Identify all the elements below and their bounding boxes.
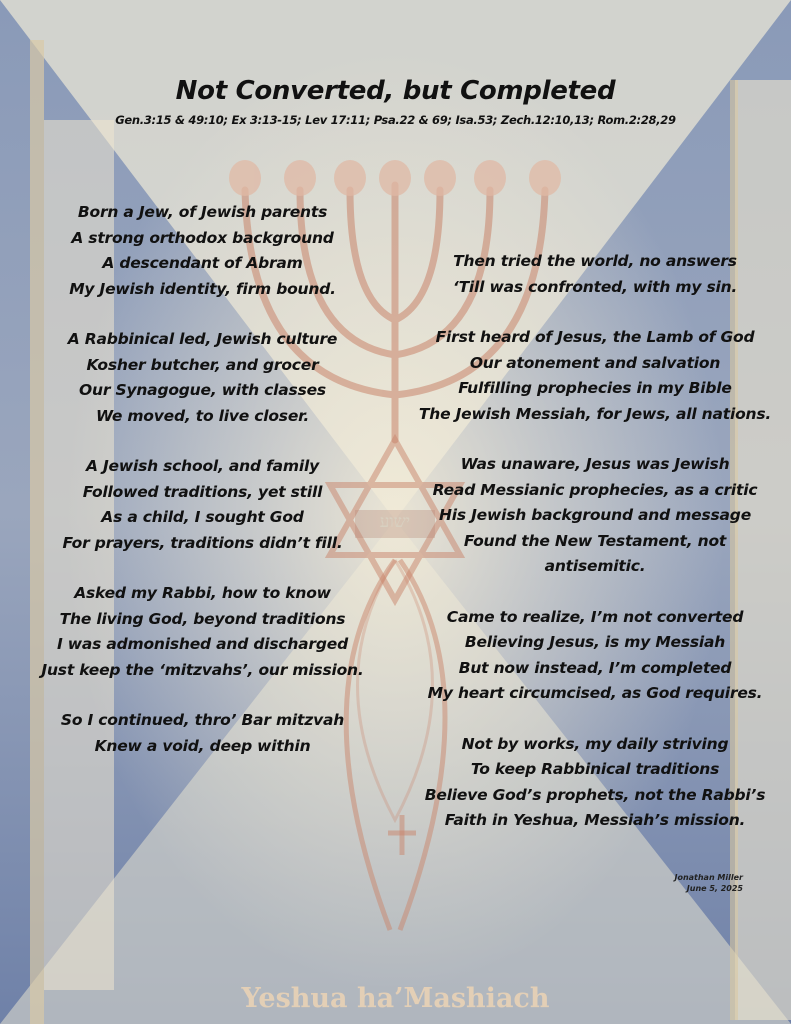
scripture-references: Gen.3:15 & 49:10; Ex 3:13-15; Lev 17:11; Psa.22 & 69; Isa.53; Zech.12:10,13; Rom.2:28,29 [115, 113, 676, 127]
poem-line: Born a Jew, of Jewish parents [77, 203, 328, 221]
signature-block [674, 872, 743, 894]
stanza [20, 454, 385, 556]
poem-line: ‘Till was confronted, with my sin. [452, 277, 738, 296]
stanza [20, 200, 385, 302]
poem-line: Believe God’s prophets, not the Rabbi’s [424, 785, 766, 804]
stanza [20, 708, 385, 759]
poem-line: To keep Rabbinical traditions [470, 760, 720, 778]
poem-line: His Jewish background and message [438, 506, 752, 524]
poem-line: Followed traditions, yet still [82, 482, 323, 501]
poem-line: Kosher butcher, and grocer [86, 355, 319, 374]
poem-line: My heart circumcised, as God requires. [427, 684, 763, 702]
stanza [20, 581, 385, 683]
poem-line: Our atonement and salvation [469, 353, 721, 372]
author-name: Jonathan Miller [674, 873, 743, 882]
emblem-hebrew-text: ישוע [379, 512, 411, 532]
poem-line: I was admonished and discharged [57, 635, 348, 653]
poem-line: So I continued, thro’ Bar mitzvah [60, 711, 345, 729]
poem-line: Asked my Rabbi, how to know [74, 584, 331, 602]
poem-line: But now instead, I’m completed [458, 658, 732, 677]
poem-line: Believing Jesus, is my Messiah [464, 633, 726, 651]
stanza [20, 327, 385, 429]
poem-line: Just keep the ‘mitzvahs’, our mission. [41, 660, 364, 679]
poem-date: June 5, 2025 [686, 884, 743, 893]
poem-line: Read Messianic prophecies, as a critic [432, 480, 758, 499]
poem-line: As a child, I sought God [101, 508, 304, 526]
stanza [405, 605, 785, 707]
stanza [405, 732, 785, 834]
poem-line: Not by works, my daily striving [461, 734, 729, 753]
poem-line: My Jewish identity, firm bound. [69, 279, 336, 298]
stanza [405, 325, 785, 427]
poem-line: Came to realize, I’m not converted [446, 607, 744, 626]
left-column [20, 200, 385, 784]
poem-title: Not Converted, but Completed [175, 76, 616, 106]
poem-line: A descendant of Abram [102, 254, 303, 272]
poem-line: The Jewish Messiah, for Jews, all nations. [418, 404, 772, 423]
poem-line: The living God, beyond traditions [59, 609, 346, 628]
poem-line: A strong orthodox background [71, 228, 334, 247]
right-column [405, 249, 785, 859]
poem-line: Our Synagogue, with classes [79, 381, 326, 399]
poem-line: Faith in Yeshua, Messiah’s mission. [444, 811, 746, 829]
poem-line: First heard of Jesus, the Lamb of God [435, 328, 755, 346]
poem-line: Was unaware, Jesus was Jewish [460, 455, 730, 473]
footer-banner: Yeshua ha’Mashiach [241, 983, 550, 1014]
poem-line: Knew a void, deep within [94, 736, 311, 755]
poem-line: A Jewish school, and family [86, 457, 319, 475]
poem-line: A Rabbinical led, Jewish culture [67, 330, 338, 348]
poem-line: Found the New Testament, not [463, 531, 727, 550]
poem-line: We moved, to live closer. [95, 406, 310, 425]
stanza [405, 452, 785, 580]
stanza [405, 249, 785, 300]
poem-line: For prayers, traditions didn’t fill. [62, 533, 343, 552]
poem-line: Then tried the world, no answers [453, 252, 737, 270]
poem-line: Fulfilling prophecies in my Bible [458, 379, 732, 397]
poem-line: antisemitic. [544, 557, 646, 575]
